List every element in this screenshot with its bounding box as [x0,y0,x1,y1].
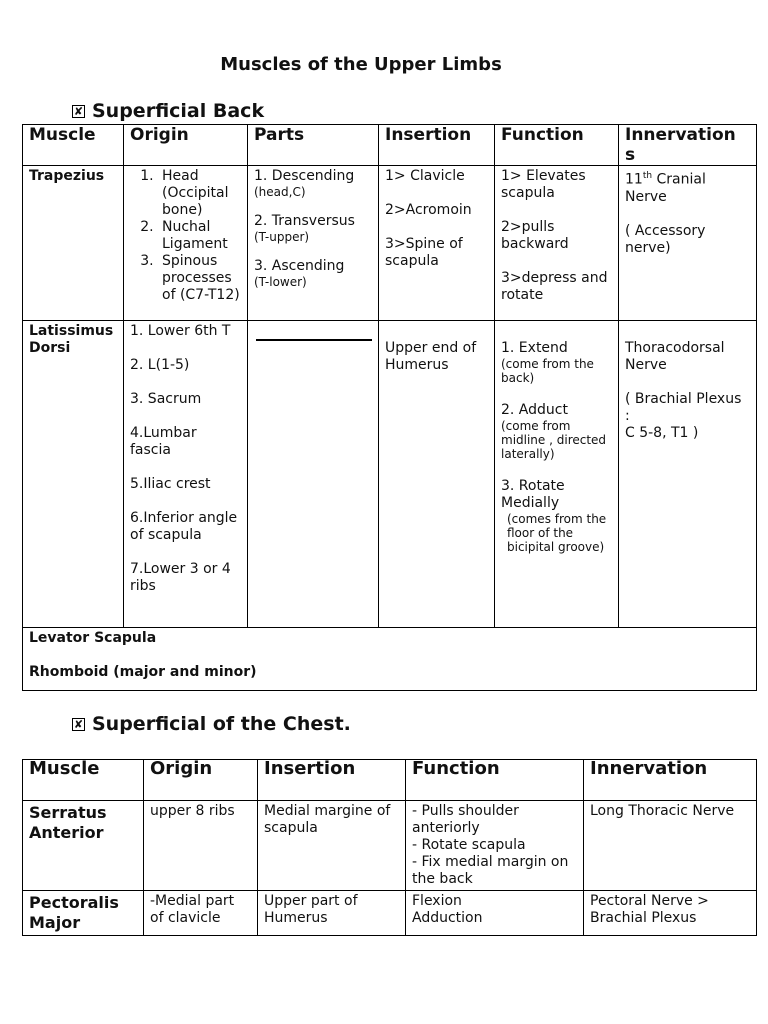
origin-cell: upper 8 ribs [144,801,258,891]
header-parts: Parts [248,125,379,166]
section-heading-superficial-back [72,100,264,122]
insertion-cell [379,166,495,321]
function-cell [406,891,584,936]
origin-item: 2. L(1-5) [130,357,190,373]
part-note: (T-upper) [254,230,310,244]
section-heading-label: Superficial of the Chest. [92,713,351,735]
function-item: 1> Elevates scapula [501,168,586,201]
function-cell [495,166,619,321]
parts-cell [248,166,379,321]
innervation-cell [619,321,757,628]
table-row-serratus [23,801,757,891]
part-name: 1. Descending [254,168,355,184]
origin-item: 1. Lower 6th T [130,323,231,339]
muscle-name: Serratus Anterior [23,801,144,891]
muscle-name: Pectoralis Major [23,891,144,936]
origin-item: 6.Inferior angle of scapula [130,510,238,543]
origin-item: 1. Head (Occipital bone) [158,168,241,219]
blank-rule-line [256,339,372,341]
page-title: Muscles of the Upper Limbs [220,54,502,75]
muscle-name: Latissimus Dorsi [23,321,124,628]
function-cell [495,321,619,628]
origin-item: 5.Iliac crest [130,476,211,492]
innervation-cell: Long Thoracic Nerve [584,801,757,891]
function-item: - Rotate scapula [412,837,526,853]
section-heading-label: Superficial Back [92,100,265,122]
insertion-cell [379,321,495,628]
origin-cell [124,321,248,628]
insertion-item: 3>Spine of scapula [385,236,463,269]
table-row-latissimus [23,321,757,628]
function-item: 2>pulls backward [501,219,569,252]
extra-muscle: Levator Scapula [29,630,157,646]
function-item: Flexion [412,893,462,909]
function-item: - Fix medial margin on the back [412,854,569,887]
header-muscle: Muscle [23,760,144,801]
table-row-extra [23,628,757,691]
superficial-back-table [22,124,757,691]
innervation-note: ( Accessory nerve) [625,222,706,256]
function-item: Adduction [412,910,483,926]
origin-cell [124,166,248,321]
origin-item: 4.Lumbar fascia [130,425,197,458]
function-item: 3>depress and rotate [501,270,608,303]
origin-item: 3. Spinous processes of (C7-T12) [158,253,241,304]
function-note: (come from the back) [501,357,594,385]
function-item: 1. Extend [501,340,568,356]
table-row-trapezius [23,166,757,321]
header-innervation: Innervation [584,760,757,801]
part-name: 3. Ascending [254,258,345,274]
header-insertion: Insertion [258,760,406,801]
part-note: (T-lower) [254,275,307,289]
function-item: - Pulls shoulder anteriorly [412,803,519,836]
table-header-row [23,760,757,801]
insertion-cell: Upper part of Humerus [258,891,406,936]
parts-cell [248,321,379,628]
header-muscle: Muscle [23,125,124,166]
header-insertion: Insertion [379,125,495,166]
innervation-text: Thoracodorsal Nerve [625,340,725,373]
part-note: (head,C) [254,185,306,199]
origin-item: 7.Lower 3 or 4 ribs [130,561,231,594]
function-item: 2. Adduct [501,402,568,418]
header-function: Function [495,125,619,166]
header-function: Function [406,760,584,801]
origin-item: 3. Sacrum [130,391,202,407]
section-heading-superficial-chest [72,713,351,735]
header-origin: Origin [144,760,258,801]
muscle-name: Trapezius [23,166,124,321]
origin-cell: -Medial part of clavicle [144,891,258,936]
innervation-cell: Pectoral Nerve > Brachial Plexus [584,891,757,936]
insertion-item: 2>Acromoin [385,202,472,218]
function-item: 3. Rotate Medially [501,478,565,511]
innervation-note: C 5-8, T1 ) [625,425,699,441]
header-origin: Origin [124,125,248,166]
table-header-row [23,125,757,166]
origin-item: 2. Nuchal Ligament [158,219,241,253]
checkbox-x-icon: ✘ [73,717,84,731]
insertion-item: Upper end of Humerus [385,340,477,373]
checkbox-x-icon: ✘ [73,104,84,118]
part-name: 2. Transversus [254,213,355,229]
function-cell [406,801,584,891]
superficial-chest-table [22,759,757,936]
function-note: (come from midline , directed laterally) [501,419,607,461]
header-innervation: Innervation s [619,125,757,166]
extra-muscles-cell [23,628,757,691]
table-row-pectoralis [23,891,757,936]
insertion-item: 1> Clavicle [385,168,465,184]
innervation-cell [619,166,757,321]
insertion-cell: Medial margine of scapula [258,801,406,891]
function-note: (comes from the floor of the bicipital groove) [507,512,607,554]
innervation-note: ( Brachial Plexus : [625,391,742,424]
innervation-text: 11th Cranial Nerve [625,171,706,205]
extra-muscle: Rhomboid (major and minor) [29,664,257,680]
